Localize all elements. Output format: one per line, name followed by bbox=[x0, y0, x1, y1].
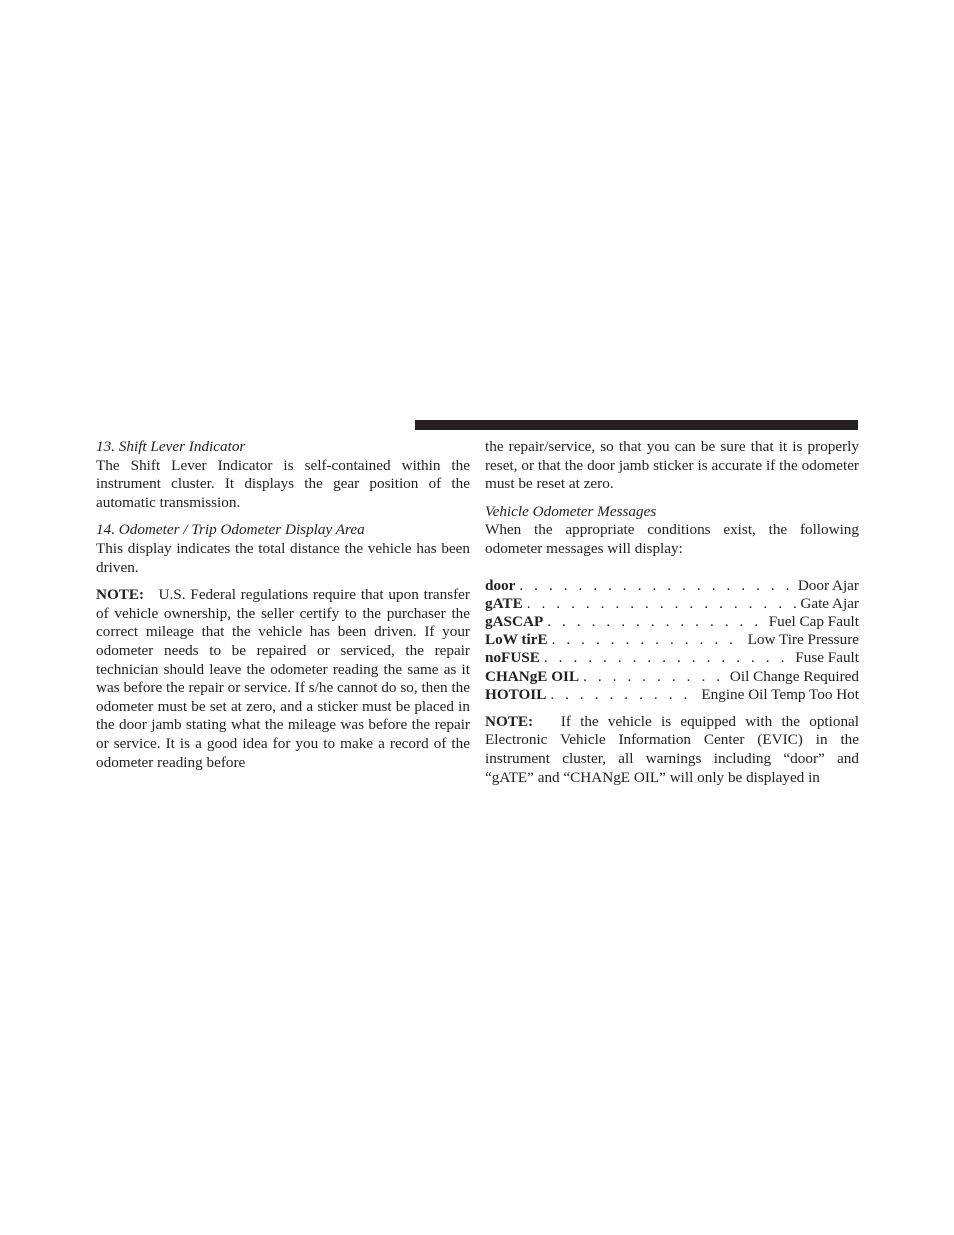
note-label: NOTE: bbox=[96, 586, 145, 604]
section-13-title: 13. Shift Lever Indicator bbox=[96, 438, 246, 455]
dot-leader bbox=[519, 577, 793, 596]
dot-leader bbox=[552, 631, 744, 650]
message-description: Fuel Cap Fault bbox=[768, 612, 859, 630]
message-code: gATE bbox=[485, 594, 523, 612]
dot-leader bbox=[550, 686, 697, 705]
messages-intro: When the appropriate conditions exist, the following odometer messages will display: bbox=[485, 521, 859, 557]
message-code: door bbox=[485, 576, 516, 594]
message-description: Gate Ajar bbox=[800, 594, 859, 612]
section-14-title: 14. Odometer / Trip Odometer Display Area bbox=[96, 521, 365, 539]
note-body: U.S. Federal regulations require that upon transfer of vehicle ownership, the seller certify to the purchaser the correct mileage that the vehicle has been driven. If your odometer needs to be repaired or serviced, the repair technician should leave the odometer reading the same as it was before the repair or service. If s/he cannot do so, then the odometer must be set at zero, and a sticker must be placed in the door jamb stating what the mileage was before the repair or service. It is a good idea for you to make a record of the odometer reading before bbox=[96, 586, 470, 771]
message-code: CHANgE OIL bbox=[485, 667, 580, 685]
message-description: Engine Oil Temp Too Hot bbox=[701, 685, 859, 703]
message-code: LoW tirE bbox=[485, 631, 548, 649]
message-code: noFUSE bbox=[485, 649, 540, 667]
list-item bbox=[485, 631, 859, 649]
message-description: Door Ajar bbox=[797, 576, 859, 594]
note-body: If the vehicle is equipped with the optional Electronic Vehicle Information Center (EVIC) in the instrument cluster, all warnings including “door” and “gATE” and “CHANgE OIL” will only be displayed in bbox=[485, 712, 859, 786]
message-description: Fuse Fault bbox=[795, 649, 859, 667]
section-13-body: The Shift Lever Indicator is self-contained within the instrument cluster. It displays the gear position of the automatic transmission. bbox=[96, 456, 470, 511]
evic-note bbox=[485, 713, 859, 787]
continued-text: the repair/service, so that you can be sure that it is properly reset, or that the door jamb sticker is accurate if the odometer must be reset at zero. bbox=[485, 438, 859, 493]
list-item bbox=[485, 613, 859, 631]
list-item bbox=[485, 649, 859, 667]
dot-leader bbox=[547, 613, 764, 632]
message-description: Oil Change Required bbox=[729, 667, 859, 685]
message-code: HOTOIL bbox=[485, 685, 547, 703]
right-column bbox=[485, 438, 859, 787]
dot-leader bbox=[544, 649, 791, 668]
dot-leader bbox=[583, 668, 726, 687]
dot-leader bbox=[527, 595, 797, 614]
list-item bbox=[485, 686, 859, 704]
list-item bbox=[485, 595, 859, 613]
message-description: Low Tire Pressure bbox=[747, 631, 859, 649]
message-code: gASCAP bbox=[485, 612, 544, 630]
messages-title: Vehicle Odometer Messages bbox=[485, 502, 657, 520]
left-column bbox=[96, 438, 470, 772]
section-header-bar bbox=[415, 420, 858, 430]
list-item bbox=[485, 577, 859, 595]
list-item bbox=[485, 668, 859, 686]
odometer-message-list bbox=[485, 577, 859, 704]
section-14-body: This display indicates the total distance the vehicle has been driven. bbox=[96, 539, 470, 576]
odometer-note bbox=[96, 586, 470, 772]
note-label: NOTE: bbox=[485, 712, 534, 730]
